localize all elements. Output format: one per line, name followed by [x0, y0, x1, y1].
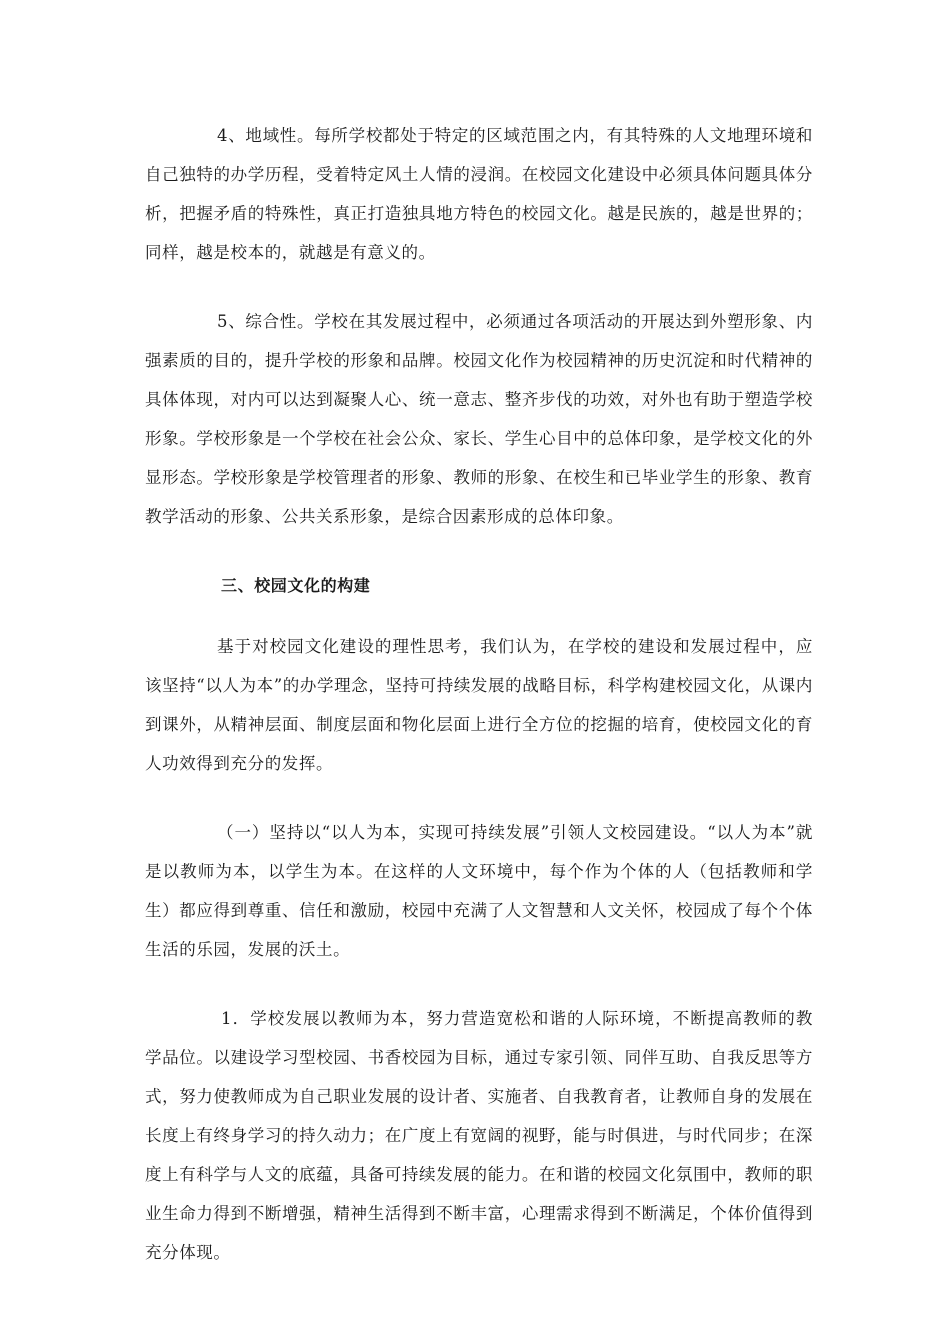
paragraph-regional-character: 4、地域性。每所学校都处于特定的区域范围之内，有其特殊的人文地理环境和自己独特的办学历程，受着特定风土人情的浸润。在校园文化建设中必须具体问题具体分析，把握矛盾的特殊性，真正打造独具地方特色的校园文化。越是民族的，越是世界的；同样，越是校本的，就越是有意义的。 [145, 126, 813, 262]
paragraph-construction-intro: 基于对校园文化建设的理性思考，我们认为，在学校的建设和发展过程中，应该坚持“以人为本”的办学理念，坚持可持续发展的战略目标，科学构建校园文化，从课内到课外，从精神层面、制度层面和物化层面上进行全方位的挖掘的培育，使校园文化的育人功效得到充分的发挥。 [145, 637, 813, 773]
paragraph-teacher-development: 1．学校发展以教师为本，努力营造宽松和谐的人际环境，不断提高教师的教学品位。以建设学习型校园、书香校园为目标，通过专家引领、同伴互助、自我反思等方式，努力使教师成为自己职业发展的设计者、实施者、自我教育者，让教师自身的发展在长度上有终身学习的持久动力；在广度上有宽阔的视野，能与时俱进，与时代同步；在深度上有科学与人文的底蕴，具备可持续发展的能力。在和谐的校园文化氛围中，教师的职业生命力得到不断增强，精神生活得到不断丰富，心理需求得到不断满足，个体价值得到充分体现。 [145, 1009, 813, 1262]
section-heading: 三、校园文化的构建 [221, 576, 371, 595]
paragraph-people-oriented: （一）坚持以“以人为本，实现可持续发展”引领人文校园建设。“以人为本”就是以教师为本，以学生为本。在这样的人文环境中，每个作为个体的人（包括教师和学生）都应得到尊重、信任和激励，校园中充满了人文智慧和人文关怀，校园成了每个个体生活的乐园，发展的沃土。 [145, 823, 813, 959]
paragraph-comprehensive-character: 5、综合性。学校在其发展过程中，必须通过各项活动的开展达到外塑形象、内强素质的目的，提升学校的形象和品牌。校园文化作为校园精神的历史沉淀和时代精神的具体体现，对内可以达到凝聚人心、统一意志、整齐步伐的功效，对外也有助于塑造学校形象。学校形象是一个学校在社会公众、家长、学生心目中的总体印象，是学校文化的外显形态。学校形象是学校管理者的形象、教师的形象、在校生和已毕业学生的形象、教育教学活动的形象、公共关系形象，是综合因素形成的总体印象。 [145, 312, 813, 526]
document-page [145, 116, 813, 1272]
